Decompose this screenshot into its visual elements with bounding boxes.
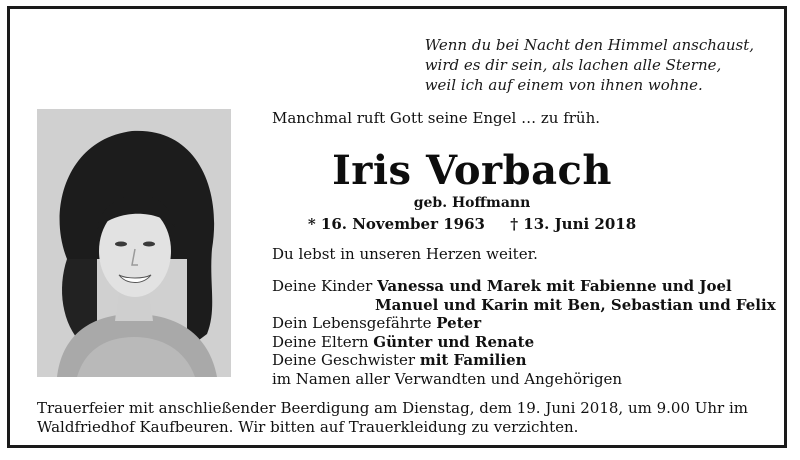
intro-line: Manchmal ruft Gott seine Engel … zu früh. bbox=[272, 109, 601, 127]
children-row bbox=[272, 277, 776, 296]
closing-line: im Namen aller Verwandten und Angehörigen bbox=[272, 369, 623, 388]
children-names-1: Vanessa und Marek mit Fabienne und Joel bbox=[377, 277, 732, 295]
tribute-line: Du lebst in unseren Herzen weiter. bbox=[272, 245, 538, 263]
partner-name: Peter bbox=[436, 314, 482, 332]
maiden-name: geb. Hoffmann bbox=[413, 195, 531, 211]
funeral-info bbox=[37, 399, 777, 437]
children-names-2: Manuel und Karin mit Ben, Sebastian und Felix bbox=[375, 295, 776, 314]
portrait-illustration bbox=[37, 109, 231, 377]
poem-line-3: weil ich auf einem von ihnen wohne. bbox=[424, 76, 703, 94]
life-dates bbox=[272, 215, 672, 233]
portrait-photo bbox=[37, 109, 231, 377]
partner-row bbox=[272, 314, 776, 333]
parents-label: Deine Eltern bbox=[272, 332, 369, 351]
children-row-2 bbox=[272, 296, 776, 315]
mourners-list bbox=[272, 277, 776, 388]
funeral-line-2: Waldfriedhof Kaufbeuren. Wir bitten auf Trauerkleidung zu verzichten. bbox=[37, 418, 579, 436]
siblings-row bbox=[272, 351, 776, 370]
poem-quote bbox=[425, 35, 754, 95]
birth-date: * 16. November 1963 bbox=[307, 215, 485, 233]
partner-label: Dein Lebensgefährte bbox=[272, 314, 432, 332]
poem-line-2: wird es dir sein, als lachen alle Sterne, bbox=[424, 56, 722, 74]
children-label: Deine Kinder bbox=[272, 277, 373, 295]
siblings-label: Deine Geschwister bbox=[272, 351, 416, 369]
poem-line-1: Wenn du bei Nacht den Himmel anschaust, bbox=[424, 36, 754, 54]
siblings-names: mit Familien bbox=[419, 351, 527, 369]
obituary-notice bbox=[7, 6, 787, 448]
deceased-name: Iris Vorbach bbox=[332, 147, 612, 194]
funeral-line-1: Trauerfeier mit anschließender Beerdigung am Dienstag, dem 19. Juni 2018, um 9.00 Uhr im bbox=[37, 399, 749, 417]
parents-row bbox=[272, 333, 776, 352]
death-date: † 13. Juni 2018 bbox=[510, 215, 637, 233]
parents-names: Günter und Renate bbox=[373, 332, 535, 351]
